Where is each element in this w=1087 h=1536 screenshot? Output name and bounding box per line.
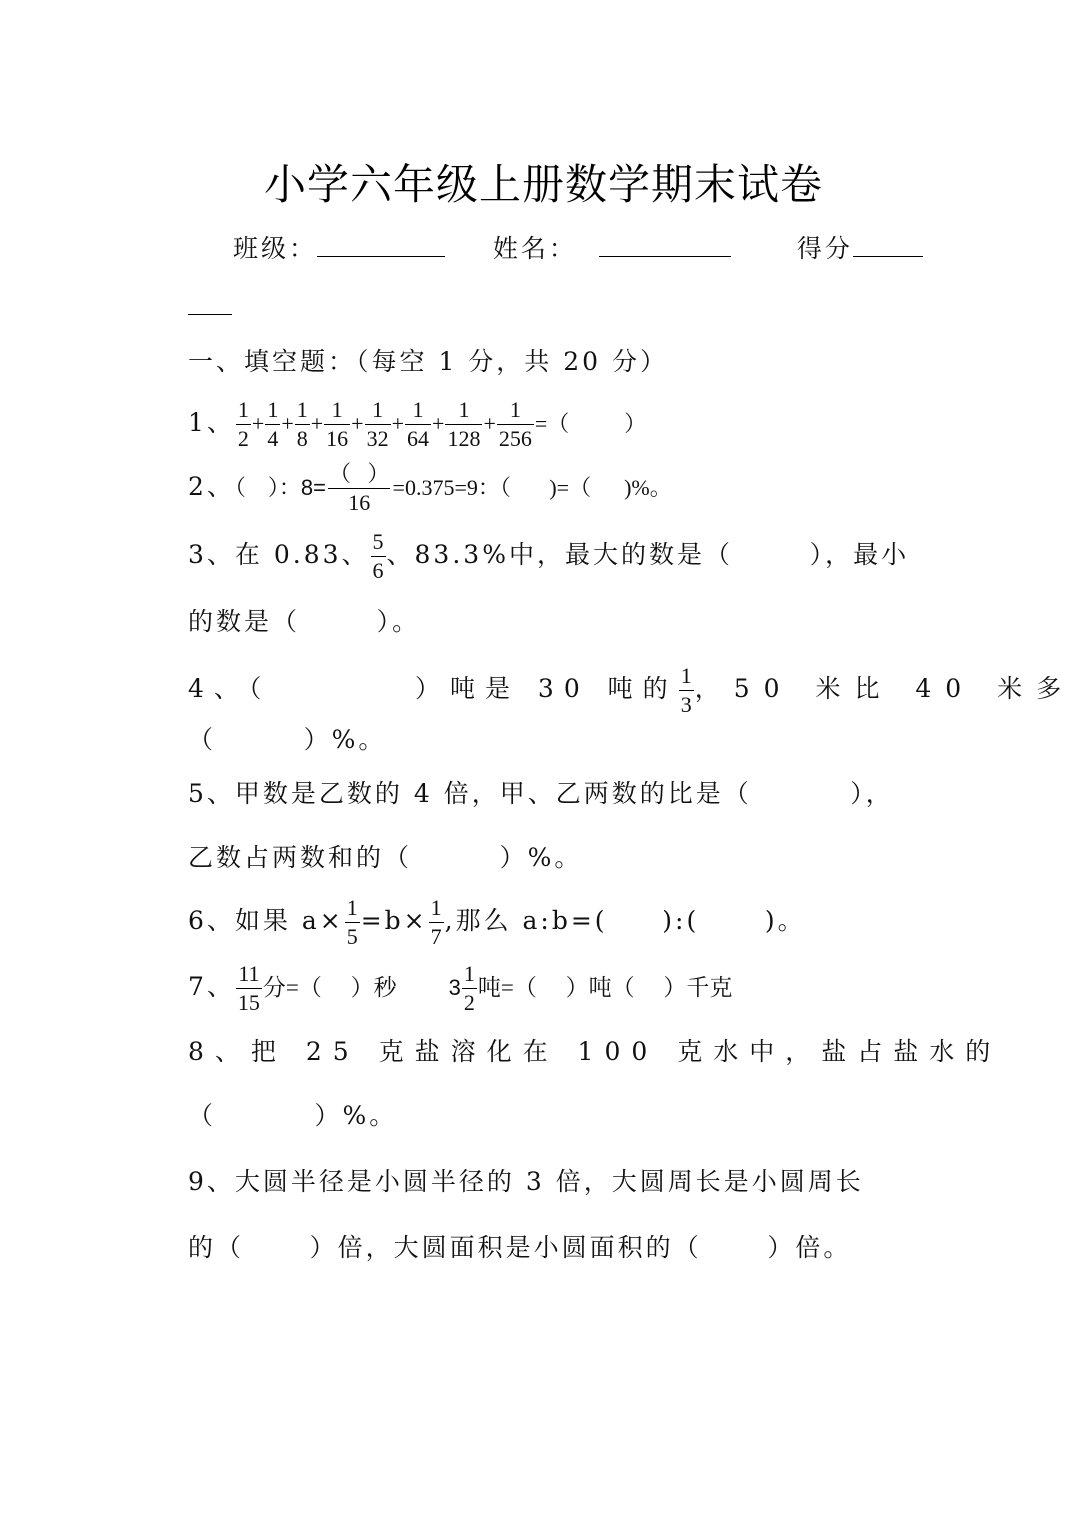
question-4-line-1 bbox=[188, 664, 1075, 717]
q3-text-b[interactable]: 、83.3%中，最大的数是（ ），最小 bbox=[386, 540, 910, 569]
class-label: 班级： bbox=[233, 234, 318, 263]
score-blank[interactable] bbox=[853, 230, 923, 257]
q6-frac1-num: 1 bbox=[346, 895, 358, 920]
score-blank-continuation bbox=[188, 314, 232, 315]
q1-frac-den: 32 bbox=[366, 426, 389, 451]
question-7 bbox=[188, 962, 732, 1015]
q7-text-b[interactable]: 吨=（ ）吨（ ）千克 bbox=[477, 975, 733, 1000]
plus-sign: + bbox=[432, 411, 445, 436]
q1-fraction bbox=[497, 398, 534, 451]
q1-frac-num: 1 bbox=[412, 397, 424, 422]
question-6 bbox=[188, 896, 806, 949]
q1-frac-num: 1 bbox=[372, 397, 384, 422]
q2-number: 2、 bbox=[188, 472, 235, 501]
q7-frac1-den: 15 bbox=[237, 990, 260, 1015]
q6-fraction-2 bbox=[429, 896, 444, 949]
question-2 bbox=[188, 462, 672, 515]
plus-sign: + bbox=[391, 411, 405, 436]
q7-frac2-num: 1 bbox=[463, 961, 475, 986]
q6-fraction-1 bbox=[345, 896, 360, 949]
q1-frac-num: 1 bbox=[509, 397, 521, 422]
q7-number: 7、 bbox=[188, 972, 235, 1001]
q1-fraction bbox=[265, 398, 280, 451]
q3-fraction bbox=[371, 530, 386, 583]
section1-heading: 一、填空题：（每空 1 分，共 20 分） bbox=[188, 347, 669, 376]
q7-fraction-1 bbox=[236, 962, 262, 1015]
q1-frac-num: 1 bbox=[458, 397, 470, 422]
q1-frac-den: 4 bbox=[267, 426, 279, 451]
score-label: 得分 bbox=[796, 234, 853, 263]
q1-frac-den: 64 bbox=[407, 426, 430, 451]
q6-frac2-num: 1 bbox=[430, 895, 442, 920]
plus-sign: + bbox=[251, 411, 265, 436]
plus-sign: + bbox=[351, 411, 364, 436]
q1-frac-num: 1 bbox=[296, 397, 308, 422]
header-row bbox=[233, 230, 923, 267]
q1-frac-num: 1 bbox=[267, 397, 279, 422]
q6-text-c[interactable]: ,那么 a:b=( ):( )。 bbox=[444, 906, 806, 935]
q3-frac-den: 6 bbox=[372, 558, 384, 583]
q1-frac-num: 1 bbox=[237, 397, 249, 422]
q1-frac-den: 256 bbox=[498, 426, 532, 451]
q2-blank-a[interactable]: （ ）： bbox=[234, 475, 301, 500]
q2-eight: 8= bbox=[300, 475, 327, 500]
q1-fraction bbox=[324, 398, 350, 451]
q4-frac-den: 3 bbox=[680, 692, 692, 717]
q6-frac2-den: 7 bbox=[430, 924, 442, 949]
page-title: 小学六年级上册数学期末试卷 bbox=[263, 160, 823, 209]
plus-sign: + bbox=[483, 411, 496, 436]
q1-fraction bbox=[365, 398, 391, 451]
q7-whole: 3 bbox=[448, 975, 461, 1000]
q1-fraction-sum bbox=[235, 397, 535, 451]
question-3-line-2[interactable]: 的数是（ ）。 bbox=[188, 607, 421, 636]
q4-fraction bbox=[679, 664, 694, 717]
q1-fraction bbox=[445, 398, 482, 451]
plus-sign: + bbox=[281, 411, 294, 436]
question-9-line-2[interactable]: 的（ ）倍，大圆面积是小圆面积的（ ）倍。 bbox=[188, 1233, 852, 1262]
q2-fraction bbox=[327, 462, 392, 515]
q1-frac-num: 1 bbox=[331, 397, 343, 422]
q1-answer-blank[interactable]: =（ ） bbox=[534, 411, 647, 436]
question-4-line-2[interactable]: （ ）%。 bbox=[188, 725, 387, 754]
q2-frac-den: 16 bbox=[328, 488, 390, 515]
question-8-line-2[interactable]: （ ）%。 bbox=[188, 1101, 398, 1130]
q2-rest[interactable]: =0.375=9：（ )=（ )%。 bbox=[392, 475, 672, 500]
plus-sign: + bbox=[310, 411, 324, 436]
question-8-line-1: 8、把 25 克盐溶化在 100 克水中，盐占盐水的 bbox=[188, 1037, 1002, 1066]
question-3-line-1 bbox=[188, 530, 909, 583]
question-9-line-1: 9、大圆半径是小圆半径的 3 倍，大圆周长是小圆周长 bbox=[188, 1167, 864, 1196]
q7-frac2-den: 2 bbox=[463, 990, 475, 1015]
q4-text-b: ，50 米比 40 米多 bbox=[694, 674, 1076, 703]
q1-frac-den: 8 bbox=[296, 426, 308, 451]
q1-fraction bbox=[236, 398, 251, 451]
question-5-line-2[interactable]: 乙数占两数和的（ ）%。 bbox=[188, 843, 583, 872]
q6-frac1-den: 5 bbox=[346, 924, 358, 949]
q7-fraction-2 bbox=[462, 962, 477, 1015]
name-label: 姓名： bbox=[492, 234, 577, 263]
q6-text-b: =b× bbox=[360, 906, 428, 935]
q7-text-a[interactable]: 分=（ ）秒 bbox=[262, 975, 397, 1000]
q4-frac-num: 1 bbox=[680, 663, 692, 688]
q2-frac-num-blank[interactable]: （ ） bbox=[329, 461, 390, 486]
q6-text-a: 6、如果 a× bbox=[188, 906, 344, 935]
q4-text-a[interactable]: 4、（ ）吨是 30 吨的 bbox=[188, 674, 678, 703]
q7-frac1-num: 11 bbox=[238, 961, 260, 986]
q3-text-a: 3、在 0.83、 bbox=[188, 540, 370, 569]
q1-frac-den: 16 bbox=[326, 426, 349, 451]
class-blank[interactable] bbox=[317, 230, 445, 257]
q1-fraction bbox=[295, 398, 310, 451]
q1-number: 1、 bbox=[188, 408, 235, 437]
question-5-line-1[interactable]: 5、甲数是乙数的 4 倍，甲、乙两数的比是（ ）， bbox=[188, 779, 894, 808]
q1-frac-den: 2 bbox=[237, 426, 249, 451]
name-blank[interactable] bbox=[599, 230, 731, 257]
q3-frac-num: 5 bbox=[372, 529, 384, 554]
q1-frac-den: 128 bbox=[447, 426, 481, 451]
question-1 bbox=[188, 398, 646, 451]
q1-fraction bbox=[405, 398, 431, 451]
